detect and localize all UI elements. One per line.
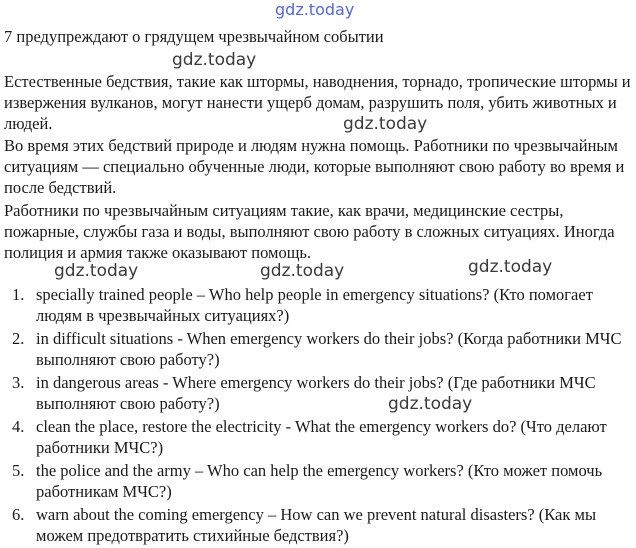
item-number: 4. [12, 417, 25, 436]
item-number: 1. [12, 285, 25, 304]
watermark: gdz.today [260, 261, 345, 281]
watermark: gdz.today [388, 394, 473, 414]
paragraph-2: Во время этих бедствий природе и людям нужна помощь. Работники по чрезвычайным ситуациям — специально обученные люди, которые выполняют свою работу во время и после бедствий. [4, 136, 625, 197]
watermark: gdz.today [54, 261, 139, 281]
paragraph-1: Естественные бедствия, такие как штормы, наводнения, торнадо, тропические штормы и извержения вулканов, могут нанести ущерб домам, разрушить поля, убить животных и людей. [4, 72, 631, 133]
list-item [0, 372, 636, 414]
item-number: 2. [12, 329, 25, 348]
list-item [0, 284, 636, 326]
list-item [0, 328, 636, 370]
item-number: 3. [12, 373, 25, 392]
watermark: gdz.today [468, 257, 553, 277]
list-item [0, 416, 636, 458]
item-number: 6. [12, 505, 25, 524]
list-item [0, 460, 636, 502]
item-text: in dangerous areas - Where emergency workers do their jobs? (Где работники МЧС выполняют свою работу?) [36, 373, 596, 413]
watermark-top: gdz.today [275, 0, 355, 19]
list-item [0, 504, 636, 546]
item-number: 5. [12, 461, 25, 480]
watermark: gdz.today [172, 50, 257, 70]
item-text: in difficult situations - When emergency workers do their jobs? (Когда работники МЧС выполняют свою работу?) [36, 329, 622, 369]
paragraph-3: Работники по чрезвычайным ситуациям такие, как врачи, медицинские сестры, пожарные, службы газа и воды, выполняют свою работу в сложных ситуациях. Иногда полиция и армия также оказывают помощь. [4, 201, 615, 262]
item-text: warn about the coming emergency – How can we prevent natural disasters? (Как мы можем предотвратить стихийные бедствия?) [36, 505, 597, 545]
exercise-title: 7 предупреждают о грядущем чрезвычайном событии [4, 27, 384, 46]
item-text: the police and the army – Who can help the emergency workers? (Кто может помочь работникам МЧС?) [36, 461, 603, 501]
item-text: specially trained people – Who help people in emergency situations? (Кто помогает людям в чрезвычайных ситуациях?) [36, 285, 593, 325]
watermark: gdz.today [343, 114, 428, 134]
item-text: clean the place, restore the electricity - What the emergency workers do? (Что делают работники МЧС?) [36, 417, 607, 457]
question-list [0, 284, 636, 548]
